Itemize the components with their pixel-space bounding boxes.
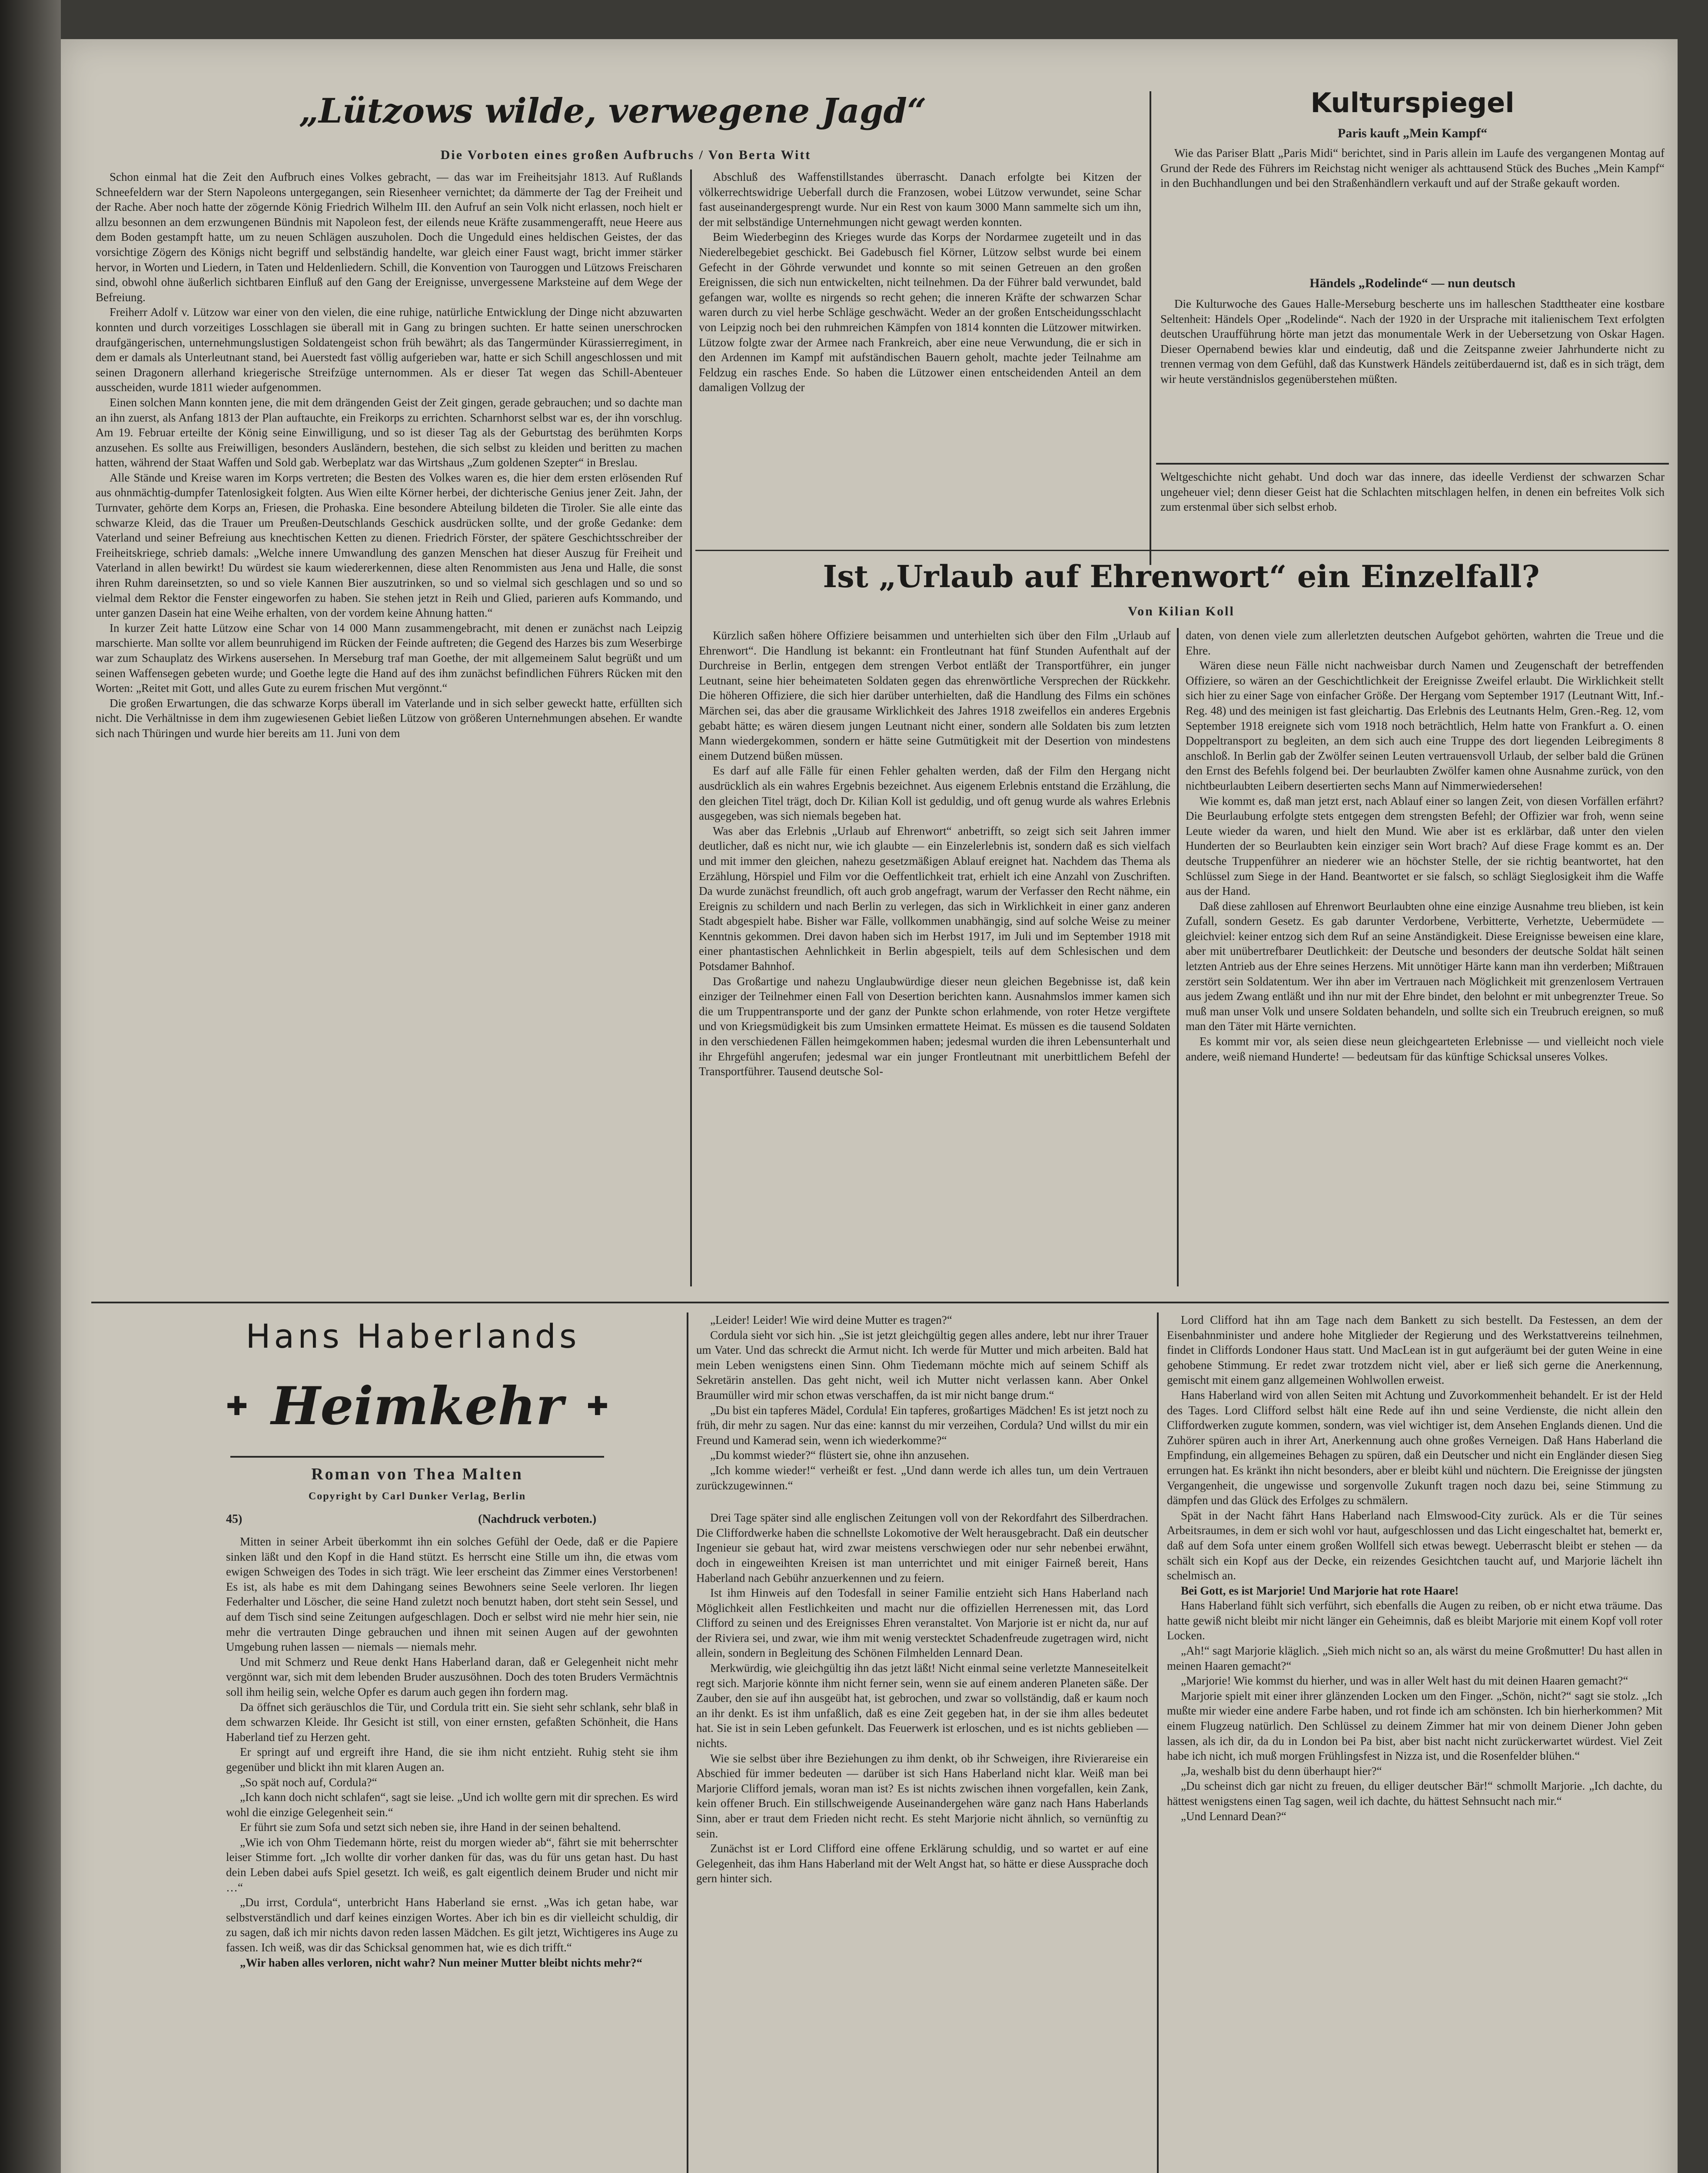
article2-column-2 <box>1186 628 1664 1289</box>
article2-paragraph: Wären diese neun Fälle nicht nachweisbar durch Namen und Zeugenschaft der betreffenden Offiziere, so wären an der Geschichtlichkeit der Ereignisse Zweifel erlaubt. Die Wirklichkeit stellt sich hier zu einer Sage von einfacher Größe. Der Hergang vom September 1917 (Leutnant Witt, Inf.-Reg. 48) und des meinigen ist fast gleichartig. Das Erlebnis des Leutnants Helm, Gren.-Reg. 12, vom September 1918 ereignete sich vom 1918 noch beträchtlich, Helm hatte von Frankfurt a. O. einen Doppeltransport zu begleiten, an dem sich auch eine Truppe des dort liegenden Leibregiments 8 anschloß. In Berlin gab der Zwölfer seinen Leuten vertrauensvoll Urlaub, der selber bald die Grünen den Ernst des Befehls folgend bei. Der beurlaubten Zwölfer kamen ohne Ausnahme zurück, von den nichtbeurlaubten Leibern desertierten sechs Mann auf Nimmerwiedersehen! <box>1186 659 1664 792</box>
kulturspiegel-item2-text <box>1160 296 1665 457</box>
article1-paragraph: Schon einmal hat die Zeit den Aufbruch eines Volkes gebracht, — das war im Freiheitsjahr 1813. Auf Rußlands Schneefeldern war der Stern Napoleons untergegangen, sein Riesenheer vernichtet; da dämmerte der Tag der Freiheit und der Rache. Aber noch hatte der zögernde König Friedrich Wilhelm III. den Aufruf an sein Volk nicht erlassen, noch hielt er allzu besonnen an dem erzwungenen Bündnis mit Napoleon fest, der eilends neue Kräfte zusammengerafft, neue Heere aus dem Boden gestampft hatte, um zu neuen Schlägen auszuholen. Doch die Ungeduld eines heldischen Geistes, der das vorsichtige Zögern des Königs nicht begriff und selbständig handelte, war gleich einer Faust wagt, bricht immer stärker hervor, in Worten und Liedern, in Taten und Heldenliedern. Schill, die Konvention von Tauroggen und Lützows Freischaren sind, obwohl ohne äußerlich sichtbaren Einfluß auf den Gang der Ereignisse, unvergessene Marksteine auf dem Wege der Befreiung. <box>96 170 682 304</box>
column-rule <box>1157 1312 1159 2173</box>
serial-paragraph: Er führt sie zum Sofa und setzt sich neben sie, ihre Hand in der seinen behaltend. <box>240 1821 621 1834</box>
article2-column-1 <box>699 628 1170 1289</box>
serial-paragraph: Und mit Schmerz und Reue denkt Hans Haberland daran, daß er Gelegenheit nicht mehr vergönnt war, sich mit dem lebenden Bruder auszusöhnen. Doch des toten Bruders Vermächtnis soll ihm heilig sein, welche Opfer es darum auch gegen ihn fordern mag. <box>226 1655 678 1698</box>
serial-paragraph: Er springt auf und ergreift ihre Hand, die sie ihm nicht entzieht. Ruhig steht sie ihm gegenüber und blickt ihn mit klaren Augen an. <box>226 1745 678 1774</box>
serial-subtitle: Roman von Thea Malten <box>311 1465 523 1483</box>
title-rule <box>230 1456 604 1458</box>
column-rule <box>690 169 692 1286</box>
column-rule <box>1150 91 1151 565</box>
section-rule <box>91 1302 1669 1303</box>
column-rule <box>1177 628 1179 1286</box>
article2-paragraph: daten, von denen viele zum allerletzten deutschen Aufgebot gehörten, wahrten die Treue und die Ehre. <box>1186 629 1664 657</box>
serial-paragraph: Mitten in seiner Arbeit überkommt ihn ein solches Gefühl der Oede, daß er die Papiere sinken läßt und den Kopf in die Hand stützt. Es herrscht eine Stille um ihn, die etwas vom ewigen Schweigen des Todes in sich trägt. Wie leer erscheint das Zimmer eines Verstorbenen! Es ist, als habe es mit dem Dahingang seines Bewohners seine Seele verloren. Ihr liegen Federhalter und Löscher, die seine Hand zuletzt noch benutzt haben, dort steht sein Sessel, und auf dem Tisch sind seine Zeitungen aufgeschlagen. Doch er selbst wird nie mehr hier sein, nie mehr die vertrauten Dinge gebrauchen und ihnen mit seinen Augen auf der gewohnten Umgebung ruhen lassen — niemals — niemals mehr. <box>226 1535 678 1654</box>
serial-paragraph: Hans Haberland wird von allen Seiten mit Achtung und Zuvorkommenheit behandelt. Er ist der Held des Tages. Lord Clifford selbst hält eine Rede auf ihn und seine Verdienste, die nicht allein den Cliffordwerken zugute kommen, sondern, was viel wichtiger ist, dem Ansehen Englands dienen. Und die Zuhörer spüren auch in ihrer Art, Anerkennung auch ohne großes Verneigen. Daß Hans Haberland die Empfindung, ein allgemeines Behagen zu spüren, daß ein Deutscher und nicht ein Engländer diesen Sieg errungen hat. Es kränkt ihn nicht besonders, aber er bleibt kühl und nüchtern. Die Ereignisse der jüngsten Vergangenheit, die ungewisse und sorgenvolle Zukunft tragen noch dazu bei, seine Stimmung zu dämpfen und das Glück des Erfolges zu schmälern. <box>1167 1388 1662 1507</box>
kulturspiegel-paragraph: Wie das Pariser Blatt „Paris Midi“ berichtet, sind in Paris allein im Laufe des vergangenen Montag auf Grund der Rede des Führers im Reichstag nicht weniger als achttausend Stück des Buches „Mein Kampf“ in den Buchhandlungen und bei den Straßenhändlern verkauft und auf der Straße gekauft worden. <box>1160 146 1665 190</box>
serial-paragraph: Hans Haberland fühlt sich verführt, sich ebenfalls die Augen zu reiben, ob er nicht etwa träume. Das hatte gewiß nicht bleibt mir nicht länger ein Geheimnis, daß es bleibt Marjorie mit einem Kopf voll roter Locken. <box>1167 1599 1662 1642</box>
newspaper-page <box>61 39 1678 2173</box>
serial-paragraph: „Du irrst, Cordula“, unterbricht Hans Haberland sie ernst. „Was ich getan habe, war selbstverständlich und darf keines einzigen Wortes. Aber ich bin es dir vielleicht schuldig, dir zu sagen, daß ich mir nichts davon reden lassen Mädchen. Es gilt jetzt, Wichtigeres ins Auge zu fassen. Ich weiß, was dir das Schicksal genommen hat, wie es dich trifft.“ <box>226 1896 678 1954</box>
serial-paragraph: „Du bist ein tapferes Mädel, Cordula! Ein tapferes, großartiges Mädchen! Es ist jetzt noch zu früh, dir mehr zu sagen. Nur das eine: kannst du mir verzeihen, Cordula? Und willst du mir ein Freund und Kamerad sein, wenn ich wiederkomme?“ <box>696 1403 1148 1447</box>
article1-column-2 <box>699 169 1141 543</box>
article1-headline: „Lützows wilde, verwegene Jagd“ <box>299 91 927 131</box>
serial-paragraph: „Wir haben alles verloren, nicht wahr? Nun meiner Mutter bleibt nichts mehr?“ <box>240 1956 642 1969</box>
article1-paragraph: Abschluß des Waffenstillstandes überrascht. Danach erfolgte bei Kitzen der völkerrechtswidrige Ueberfall durch die Franzosen, wobei Lützow verwundet, seine Schar fast auseinandergesprengt wurde. Nur ein Rest von kaum 3000 Mann sammelte sich um ihn, der mit selbständige Unternehmungen nicht gewagt werden konnten. <box>699 170 1141 229</box>
article1-paragraph: Einen solchen Mann konnten jene, die mit dem drängenden Geist der Zeit gingen, gerade gebrauchen; und so dachte man an ihn zuerst, als Anfang 1813 der Plan auftauchte, ein Freikorps zu errichten. Scharnhorst selbst war es, der ihn vorschlug. Am 19. Februar erteilte der König seine Einwilligung, und so ist dieser Tag als der Geburtstag des berühmten Korps anzusehen. Es sollte aus Freiwilligen, besonders Ausländern, bestehen, die sich selbst zu kleiden und beritten zu machen hatten, während der Staat Waffen und Sold gab. Werbeplatz war das Wirtshaus „Zum goldenen Szepter“ in Breslau. <box>96 395 682 469</box>
article2-paragraph: Es kommt mir vor, als seien diese neun gleichgearteten Erlebnisse — und vielleicht noch viele andere, weiß niemand Hunderte! — bedeutsam für das künftige Schicksal unseres Volkes. <box>1186 1035 1664 1063</box>
serial-paragraph: Zunächst ist er Lord Clifford eine offene Erklärung schuldig, und so wartet er auf eine Gelegenheit, das ihm Hans Haberland mit der Welt Angst hat, so hätte er diese Aussprache doch gern hinter sich. <box>696 1842 1148 1885</box>
article1-paragraph: Alle Stände und Kreise waren im Korps vertreten; die Besten des Volkes waren es, die hier dem ersten erlösenden Ruf aus ohnmächtig-dumpfer Tatenlosigkeit folgten. Aus Wien eilte Körner herbei, der dichterische Genius jener Zeit. Jahn, der Turnvater, gehörte dem Korps an, Friesen, die Prohaska. Eine besondere Abteilung bildeten die Tiroler. Sie alle einte das schwarze Kleid, das die Trauer um Preußen-Deutschlands Geschick ausdrücken sollte, und der große Gedanke: dem Vaterland und seiner Befreiung aus knechtischen Ketten zu dienen. Friedrich Förster, der spätere Geschichtsschreiber der Freiheitskriege, schrieb damals: „Welche innere Umwandlung des ganzen Menschen hat dieser Auszug für Freiheit und Vaterland in allen bewirkt! Du würdest sie kaum wiedererkennen, diese alten Renommisten aus Jena und Halle, die sonst ihren Ruhm dareinsetzten, so und so viele Kannen Bier auszutrinken, so und so vielmal sich geschlagen und so und so vielmal dem Rektor die Fenster eingeworfen zu haben. Sie stehen jetzt in Reih und Glied, parieren aufs Kommando, und unter ganzen Dasein hat eine Weihe erhalten, von der vordem keine Ahnung hatten.“ <box>96 471 682 620</box>
article2-paragraph: Was aber das Erlebnis „Urlaub auf Ehrenwort“ anbetrifft, so zeigt sich seit Jahren immer deutlicher, daß es nicht nur, wie ich glaubte — ein Einzelerlebnis ist, sondern daß es sich vielfach und mit immer den gleichen, nahezu gesetzmäßigen Ablauf ereignet hat. Nachdem das Thema als Erzählung, Hörspiel und Film vor die Oeffentlichkeit trat, erhielt ich eine Anzahl von Zuschriften. Da wurde zunächst freundlich, oft auch grob angefragt, warum der Verfasser den Recht nähme, ein Ereignis zu schildern und nach Berlin zu verlegen, das sich in Wirklichkeit in einer ganz anderen Stadt abgespielt habe. Bisher war Fälle, vollkommen unabhängig, sind auf solche Weise zu meiner Kenntnis gekommen. Drei davon haben sich im Herbst 1917, im Juli und im September 1918 mit einer phantastischen Aehnlichkeit in Berlin abgespielt, teils auf dem Schlesischen und dem Potsdamer Bahnhof. <box>699 824 1170 973</box>
cross-ornament-icon: ✚ <box>226 1391 248 1422</box>
serial-paragraph: „Ich kann doch nicht schlafen“, sagt sie leise. „Und ich wollte gern mit dir sprechen. Es wird wohl die einzige Gelegenheit sein.“ <box>226 1791 678 1819</box>
installment-number: 45) <box>226 1512 243 1526</box>
article2-paragraph: Wie kommt es, daß man jetzt erst, nach Ablauf einer so langen Zeit, von diesen Vorfällen erfährt? Die Beurlaubung erfolgte stets entgegen dem strengsten Befehl; der Offizier war froh, wenn seine Leute wieder da waren, und hielt den Mund. Wie aber ist es erklärbar, daß unter den vielen Hunderten der so Beurlaubten kein einziger sein Wort brach? Auf diese Frage kommt es an. Der deutsche Truppenführer an niederer wie an höchster Stelle, der sie richtig beantwortet, hat den Schlüssel zum Siege in der Hand. Beantwortet er sie falsch, so schlägt Sieglosigkeit ihm die Waffe aus der Hand. <box>1186 794 1664 898</box>
article1-paragraph: Beim Wiederbeginn des Krieges wurde das Korps der Nordarmee zugeteilt und in das Niederelbegebiet geschickt. Bei Gadebusch fiel Körner, Lützow selbst wurde bei einem Gefecht in der Göhrde verwundet und konnte so mit seinen Getreuen an den großen Ereignissen, die sich nun entwickelten, nicht teilnehmen. Da der Führer bald verwundet, bald gefangen war, wollte es nirgends so recht gehen; die inneren Kräfte der schwarzen Schar waren durch zu viel herbe Schläge geschwächt. Weder an der großen Entscheidungsschlacht von Leipzig noch bei den ruhmreichen Kämpfen von 1814 konnten die Lützower mitwirken. Lützow folgte zwar der Armee nach Frankreich, aber eine neue Verwundung, die er sich in den Ardennen im Kampf mit aufständischen Bauern geholt, machte jeder Teilnahme am Feldzug ein rasches Ende. So haben die Lützower einen entscheidenden Anteil an dem damaligen Vollzug der <box>699 230 1141 394</box>
serial-paragraph: Ist ihm Hinweis auf den Todesfall in seiner Familie entzieht sich Hans Haberland nach Möglichkeit allen Festlichkeiten und macht nur die offiziellen Herrenessen mit, das Lord Clifford zu seinen und des Ereignisses Ehren veranstaltet. Von Marjorie ist er nicht da, nur auf der Riviera sei, und zwar, wie ihm mit wenig verstecktet Schadenfreude zugetragen wird, nicht allein, sondern in Begleitung des Schönen Filmhelden Lennard Dean. <box>696 1586 1148 1660</box>
serial-paragraph: „Ah!“ sagt Marjorie kläglich. „Sieh mich nicht so an, als wärst du meine Großmutter! Du hast allen in meinen Haaren gemacht?“ <box>1167 1644 1662 1672</box>
serial-paragraph: Marjorie spielt mit einer ihrer glänzenden Locken um den Finger. „Schön, nicht?“ sagt sie stolz. „Ich mußte mir wieder eine andere Farbe haben, und rot finde ich am schönsten. Ich bin hierherkommen? Mit einem Flugzeug natürlich. Den Schlüssel zu deinem Zimmer hat mir von deinem Diener John geben lassen, als ich dir, da du in London bei Pa bist, aber bist nacht nicht zurückerwartet würdest. Viel Zeit habe ich nicht, ich muß morgen Frühlingsfest in Nizza ist, und die Rosenfelder blühen.“ <box>1167 1689 1662 1763</box>
kulturspiegel-paragraph: Die Kulturwoche des Gaues Halle-Merseburg bescherte uns im halleschen Stadttheater eine kostbare Seltenheit: Händels Oper „Rodelinde“. Nach der 1920 in der Ursprache mit italienischem Text erfolgten deutschen Uraufführung hörte man jetzt das monumentale Werk in der Uebersetzung von Oskar Hagen. Dieser Opernabend bewies klar und eindeutig, daß und die Zeitspanne zweier Jahrhunderte nicht zu trennen vermag von dem Gefühl, daß das Kunstwerk Händels zeitüberdauernd ist, daß es in sich trägt, dem wir heute verständnislos gegenüberstehen müßten. <box>1160 297 1665 385</box>
serial-column-3 <box>1167 1312 1662 2173</box>
article1-paragraph: Die großen Erwartungen, die das schwarze Korps überall im Vaterlande und in sich selber geweckt hatte, erfüllten sich nicht. Die Verhältnisse in dem ihm zugewiesenen Gebiet ließen Lützow von größeren Unternehmungen absehen. Er wandte sich nach Thüringen und wurde hier bereits am 11. Juni von dem <box>96 696 682 740</box>
serial-paragraph: „Du scheinst dich gar nicht zu freuen, du elliger deutscher Bär!“ schmollt Marjorie. „Ich dachte, du hättest wenigstens einen Tag sagen, weil ich dachte, du hättest Sehnsucht nach mir.“ <box>1167 1779 1662 1808</box>
section-rule <box>1156 463 1669 465</box>
serial-paragraph: Spät in der Nacht fährt Hans Haberland nach Elmswood-City zurück. Als er die Tür seines Arbeitsraumes, in dem er sich wohl vor haut, aufgeschlossen und das Licht eingeschaltet hat, bemerkt er, daß auf dem Sofa unter einem großen Wollfell sich etwas bewegt. Ueberrascht bleibt er stehen — da schält sich ein Kopf aus der Decke, ein reizendes Gesichtchen taucht auf, und Marjorie lächelt ihn schelmisch an. <box>1167 1508 1662 1582</box>
serial-paragraph: „Leider! Leider! Wie wird deine Mutter es tragen?“ <box>710 1313 952 1326</box>
serial-paragraph: „Ja, weshalb bist du denn überhaupt hier?“ <box>1181 1764 1382 1778</box>
reprint-notice: (Nachdruck verboten.) <box>478 1512 597 1526</box>
serial-author-title: Hans Haberlands <box>246 1317 580 1356</box>
serial-paragraph: „Wie ich von Ohm Tiedemann hörte, reist du morgen wieder ab“, fährt sie mit beherrschter leiser Stimme fort. „Ich wollte dir vorher danken für das, was du für uns getan hast. Du hast dein Leben dabei aufs Spiel gesetzt. Ich weiß, es galt eigentlich deinem Bruder und nicht mir …“ <box>226 1835 678 1894</box>
serial-paragraph: Wie sie selbst über ihre Beziehungen zu ihm denkt, ob ihr Schweigen, ihre Rivierareise ein Abschied für immer bedeuten — darüber ist sich Hans Haberland nicht klar. Weiß man bei Marjorie Clifford jemals, woran man ist? Es ist nichts zwischen ihnen vorgefallen, kein Zank, kein offener Bruch. Ein stillschweigende Auseinandergehen wäre ganz nach Hans Haberlands Sinn, aber er traut dem Frieden nicht recht. Es steht Marjorie nicht ähnlich, so vernünftig zu sein. <box>696 1751 1148 1840</box>
article2-paragraph: Daß diese zahllosen auf Ehrenwort Beurlaubten ohne eine einzige Ausnahme treu blieben, ist kein Zufall, sondern Gesetz. Es gab darunter Verdorbene, Verbitterte, Verhetzte, Uebermüdete — gleichviel: keiner entzog sich dem Ruf an seine Anständigkeit. Diese Ereignisse beweisen eine klare, aber mit unübertrefbarer Deutlichkeit: der Deutsche und besonders der deutsche Soldat hält seinen letzten Antrieb aus der Ehre seines Herzens. Mit unnötiger Härte kann man ihn verderben; Mißtrauen zerstört sein Soldatentum. Wer ihn aber im Vertrauen nach Möglichkeit mit grenzenlosem Vertrauen aus jedem Zwang entläßt und ihn nur mit der Ehre bindet, den belohnt er mit unbegrenzter Treue. So muß man unser Volk und unsere Soldaten behandeln, und sollte sich ein Treubruch ereignen, so muß man den Täter mit Härte vernichten. <box>1186 899 1664 1033</box>
kulturspiegel-item1-title: Paris kauft „Mein Kampf“ <box>1337 126 1488 140</box>
serial-paragraph: „So spät noch auf, Cordula?“ <box>240 1775 377 1789</box>
serial-paragraph: Merkwürdig, wie gleichgültig ihn das jetzt läßt! Nicht einmal seine verletzte Manneseitelkeit regt sich. Marjorie könnte ihm nicht ferner sein, wenn sie auf einem anderen Planeten säße. Der Zauber, den sie auf ihn ausgeübt hat, ist gebrochen, und zwar so vollständig, daß er kaum noch an ihr denkt. Es ist ihm unfaßlich, daß es eine Zeit gegeben hat, in der sie ihm alles bedeutet hat. Sie ist in sein Leben gefunkelt. Das Feuerwerk ist erloschen, und es ist nichts geblieben — nichts. <box>696 1661 1148 1750</box>
serial-paragraph: „Marjorie! Wie kommst du hierher, und was in aller Welt hast du mit deinen Haaren gemacht?“ <box>1181 1674 1628 1688</box>
serial-paragraph: „Ich komme wieder!“ verheißt er fest. „Und dann werde ich alles tun, um dein Vertrauen zurückzugewinnen.“ <box>696 1463 1148 1492</box>
serial-paragraph: Cordula sieht vor sich hin. „Sie ist jetzt gleichgültig gegen alles andere, lebt nur ihrer Trauer um Vater. Und das schreckt die Armut nicht. Ich werde für Mutter und mich arbeiten. Bald hat mein Leben wenigstens einen Sinn. Ohm Tiedemann möchte mich auf seinem Schiff als Sekretärin anstellen. Das geht nicht, weil ich Mutter nicht verlassen kann. Aber Onkel Braumüller wird mir schon etwas verschaffen, da ist mir nicht bange drum.“ <box>696 1328 1148 1402</box>
serial-paragraph: „Und Lennard Dean?“ <box>1181 1809 1286 1823</box>
article1-column-1 <box>96 169 682 1291</box>
article2-paragraph: Kürzlich saßen höhere Offiziere beisammen und unterhielten sich über den Film „Urlaub auf Ehrenwort“. Die Handlung ist bekannt: ein Frontleutnant hat fünf Stunden Aufenthalt auf der Durchreise in Berlin, entgegen dem strengen Verbot entläßt der Transportführer, ein junger Leutnant, seine hier beheimateten Soldaten gegen das ehrenwörtliche Versprechen der Rückkehr. Die höheren Offiziere, die sich hier darüber unterhielten, daß die Handlung des Films ein schönes Märchen sei, das aber die grausame Wirklichkeit des Jahres 1918 zweifellos ein anderes Ergebnis gebabt hätte; es wären diesem jungen Leutnant nicht einer, sondern alle Soldaten bis zum letzten Mann wiedergekommen, sondern er hätte seine Gutmütigkeit mit der Desertion von mindestens einem Dutzend büßen müssen. <box>699 629 1170 762</box>
section-rule <box>695 550 1669 551</box>
kulturspiegel-item1-text <box>1160 146 1665 276</box>
serial-paragraph: Bei Gott, es ist Marjorie! Und Marjorie hat rote Haare! <box>1181 1584 1459 1597</box>
serial-column-1 <box>226 1534 678 2173</box>
serial-column-2 <box>696 1312 1148 2173</box>
article1-paragraph: Freiherr Adolf v. Lützow war einer von den vielen, die eine ruhige, natürliche Entwicklung der Dinge nicht abzuwarten konnten und durch vorzeitiges Losschlagen sie überall mit in Gang zu bringen suchten. Er hatte seinen unerschrocken draufgängerischen, unternehmungslustigen Soldatengeist schon früh bewährt; als das Tangermünder Kürassierregiment, in dem er damals als Unterleutnant stand, bei Auerstedt fast völlig aufgerieben war, hatte er sich Schill angeschlossen und mit seinen Dragonern allerhand kriegerische Streifzüge unternommen. Als er dieser Tat wegen das Schill-Abenteuer ausscheiden, wurde 1811 wieder aufgenommen. <box>96 306 682 394</box>
article2-byline: Von Kilian Koll <box>1128 604 1235 618</box>
article1-continuation <box>1160 469 1665 543</box>
serial-paragraph: Lord Clifford hat ihn am Tage nach dem Bankett zu sich bestellt. Da Festessen, an dem der Eisenbahnminister und andere hohe Mitglieder der Regierung und des Werkstattvereins teilnehmen, findet in Cliffords Londoner Haus statt. Und MacLean ist in gut aufgeräumt bei der guten Weine in eine gehobene Stimmung. Er redet zwar trotzdem nicht viel, aber er ließ sich gerne die Anerkennung, gemischt mit einem ganz allgemeinen Wohlwollen erweist. <box>1167 1313 1662 1387</box>
serial-title-ornament <box>226 1376 608 1437</box>
cross-ornament-icon: ✚ <box>586 1391 608 1422</box>
article2-paragraph: Es darf auf alle Fälle für einen Fehler gehalten werden, daß der Film den Hergang nicht ausdrücklich als ein wahres Ergebnis bezeichnet. Aus eigenem Erlebnis entstand die Erzählung, die den gleichen Titel trägt, doch Dr. Kilian Koll ist geduldig, und oft genug wurde als wahres Erlebnis ausgegeben, was sich niemals begeben hat. <box>699 764 1170 823</box>
article2-paragraph: Das Großartige und nahezu Unglaubwürdige dieser neun gleichen Begebnisse ist, daß kein einziger der Teilnehmer einen Fall von Desertion berichten kann. Ausnahmslos immer kamen sich die um Truppentransporte und der ganz der Punkte schon erlahmende, von roter Hetze vergiftete und von Kriegsmüdigkeit bis zum Umsinken ermattete Heimat. Es müssen es die tausend Soldaten in den verschiedenen Fällen heimgekommen haben; jedesmal wurden die ihren Lebensunterhalt und ihr Ehrgefühl angerufen; jedesmal war ein junger Frontleutnant mit unerbittlichem Befehl der Transportführer. Tausend deutsche Sol- <box>699 974 1170 1078</box>
article1-byline: Die Vorboten eines großen Aufbruchs / Von Berta Witt <box>440 148 811 162</box>
book-binding <box>0 0 61 2173</box>
article1-paragraph: In kurzer Zeit hatte Lützow eine Schar von 14 000 Mann zusammengebracht, mit denen er zunächst nach Leipzig marschierte. Man sollte vor allem beunruhigend im Rücken der Feinde auftreten; die Gegend des Harzes bis zum Weserbirge war zum Schauplatz des Wirkens ausersehen. In Merseburg traf man Goethe, der mit allgemeinem Salut begrüßt und um seinen Waffensegen gebeten wurde; und Goethe legte die Hand auf des ihm zunächst befindlichen Führers Rücken mit den Worten: „Reitet mit Gott, und alles Gute zu eurem frischen Mut vergönnt.“ <box>96 621 682 695</box>
kulturspiegel-masthead: Kulturspiegel <box>1310 87 1515 119</box>
column-rule <box>687 1312 688 2173</box>
serial-copyright: Copyright by Carl Dunker Verlag, Berlin <box>308 1491 526 1502</box>
kulturspiegel-item2-title: Händels „Rodelinde“ — nun deutsch <box>1309 276 1515 290</box>
serial-paragraph: „Du kommst wieder?“ flüstert sie, ohne ihn anzusehen. <box>710 1449 970 1462</box>
article1-paragraph: Weltgeschichte nicht gehabt. Und doch war das innere, das ideelle Verdienst der schwarzen Schar ungeheuer viel; denn dieser Geist hat die Schlachten mitschlagen helfen, in denen ein befreites Volk sich zum erstenmal über sich selbst erhob. <box>1160 470 1665 514</box>
article2-headline: Ist „Urlaub auf Ehrenwort“ ein Einzelfall? <box>823 558 1540 595</box>
serial-title: Heimkehr <box>271 1376 564 1437</box>
serial-paragraph: Drei Tage später sind alle englischen Zeitungen voll von der Rekordfahrt des Silberdrachen. Die Cliffordwerke haben die schnellste Lokomotive der Welt herausgebracht. Daß ein deutscher Ingenieur sie gebaut hat, wird zwar meistens verschwiegen oder nur sehr nebenbei erwähnt, doch in eingeweihten Kreisen ist man unterrichtet und mit einiger Fairneß bereit, Hans Haberland nach Gebühr anzuerkennen und zu feiern. <box>696 1511 1148 1585</box>
serial-paragraph: Da öffnet sich geräuschlos die Tür, und Cordula tritt ein. Sie sieht sehr schlank, sehr blaß in dem schwarzen Kleide. Ihr Gesicht ist still, von einer ernsten, gefaßten Schönheit, die Hans Haberland tief zu Herzen geht. <box>226 1700 678 1744</box>
